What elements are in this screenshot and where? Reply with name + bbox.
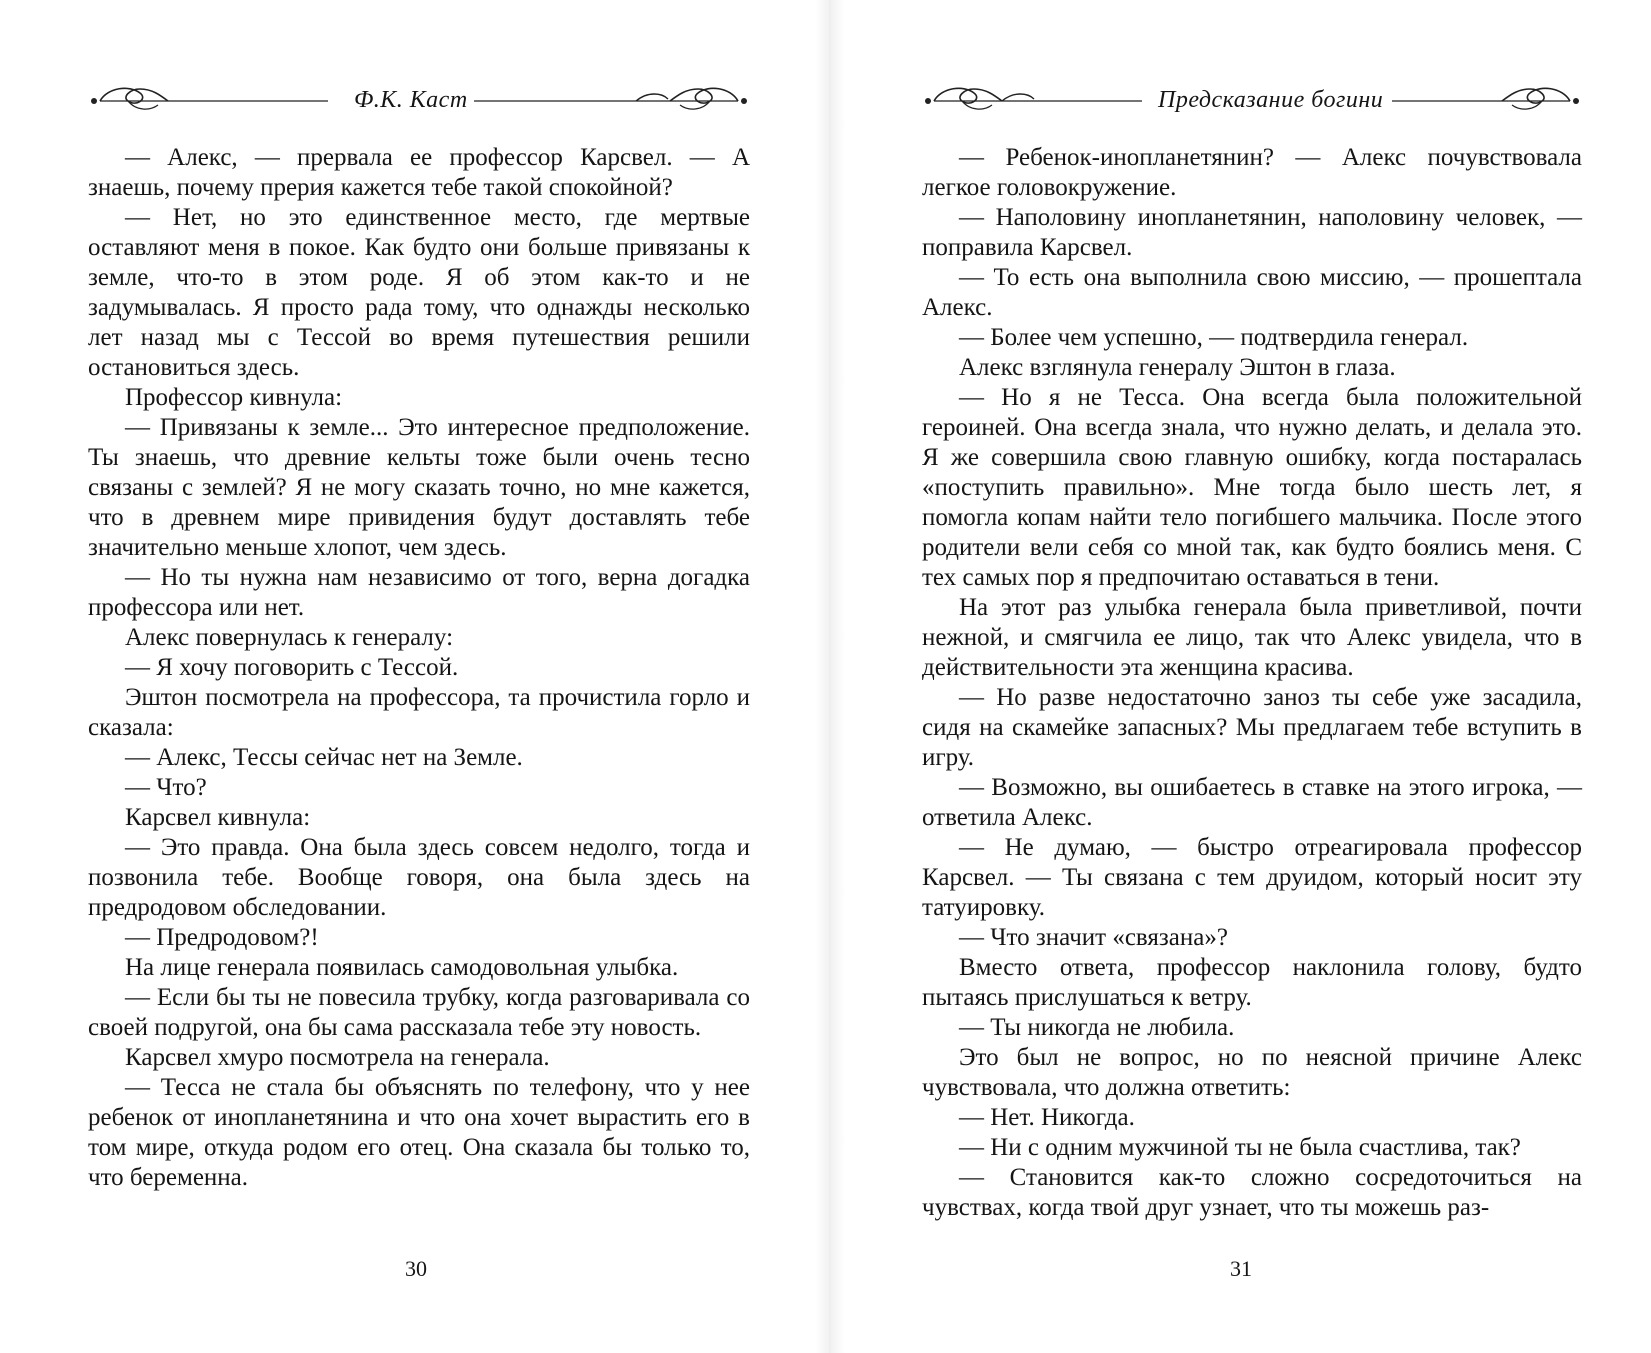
page-number: 31 <box>1230 1256 1252 1281</box>
page-number: 30 <box>405 1256 427 1281</box>
paragraph: — Привязаны к земле... Это интересное предположение. Ты знаешь, что древние кельты тоже были очень тесно связаны с землей? Я не могу сказать точно, но мне кажется, что в древнем мире привидения будут доставлять тебе значительно меньше хлопот, чем здесь. <box>88 414 750 561</box>
paragraph: — Наполовину инопланетянин, наполовину человек, — поправила Карсвел. <box>922 204 1582 261</box>
paragraph: — Нет. Никогда. <box>959 1104 1135 1131</box>
paragraph: Профессор кивнула: <box>125 384 343 411</box>
paragraph: — Ребенок-инопланетянин? — Алекс почувствовала легкое головокружение. <box>922 144 1582 201</box>
paragraph: — Ни с одним мужчиной ты не была счастлива, так? <box>959 1134 1521 1161</box>
paragraph: Алекс взглянула генералу Эштон в глаза. <box>959 354 1396 381</box>
paragraph: Карсвел кивнула: <box>125 804 311 831</box>
paragraph: — Но ты нужна нам независимо от того, верна догадка профессора или нет. <box>88 564 750 621</box>
paragraph: Вместо ответа, профессор наклонила голову, будто пытаясь прислушаться к ветру. <box>922 954 1582 1011</box>
paragraph: — То есть она выполнила свою миссию, — прошептала Алекс. <box>922 264 1582 321</box>
paragraph: На этот раз улыбка генерала была приветливой, почти нежной, и смягчила ее лицо, так что Алекс увидела, что в действительности эта женщина красива. <box>922 594 1582 681</box>
left-page <box>0 0 820 1353</box>
paragraph: — Если бы ты не повесила трубку, когда разговаривала со своей подругой, она бы сама рассказала тебе эту новость. <box>88 984 750 1041</box>
page-body-text <box>922 143 1582 1223</box>
paragraph: — Возможно, вы ошибаетесь в ставке на этого игрока, — ответила Алекс. <box>922 774 1582 831</box>
paragraph: — Нет, но это единственное место, где мертвые оставляют меня в покое. Как будто они больше привязаны к земле, что-то в этом роде. Я об этом как-то и не задумывалась. Я просто рада тому, что однажды несколько лет назад мы с Тессой во время путешествия решили остановиться здесь. <box>88 204 750 381</box>
running-title: Предсказание богини <box>1152 87 1389 114</box>
paragraph: — Ты никогда не любила. <box>959 1014 1235 1041</box>
paragraph: — Но я не Тесса. Она всегда была положительной героиней. Она всегда знала, что нужно делать, и делала это. Я же совершила свою главную ошибку, когда постаралась «поступить правильно». Мне тогда было шесть лет, я помогла копам найти тело погибшего мальчика. После этого родители вели себя со мной так, как будто боялись меня. С тех самых пор я предпочитаю оставаться в тени. <box>922 384 1582 591</box>
paragraph: — Становится как-то сложно сосредоточиться на чувствах, когда твой друг узнает, что ты можешь раз- <box>922 1164 1582 1221</box>
right-page-header <box>922 85 1582 125</box>
page-body-text <box>88 143 750 1193</box>
right-page <box>830 0 1651 1353</box>
running-title: Ф.К. Каст <box>348 87 474 114</box>
paragraph: На лице генерала появилась самодовольная улыбка. <box>125 954 679 981</box>
paragraph: Карсвел хмуро посмотрела на генерала. <box>125 1044 550 1071</box>
paragraph: — Что значит «связана»? <box>959 924 1228 951</box>
paragraph: Это был не вопрос, но по неясной причине Алекс чувствовала, что должна ответить: <box>922 1044 1582 1101</box>
paragraph: — Это правда. Она была здесь совсем недолго, тогда и позвонила тебе. Вообще говоря, она была здесь на предродовом обследовании. <box>88 834 750 921</box>
paragraph: — Но разве недостаточно заноз ты себе уже засадила, сидя на скамейке запасных? Мы предлагаем тебе вступить в игру. <box>922 684 1582 771</box>
paragraph: Эштон посмотрела на профессора, та прочистила горло и сказала: <box>88 684 750 741</box>
paragraph: Алекс повернулась к генералу: <box>125 624 454 651</box>
paragraph: — Не думаю, — быстро отреагировала профессор Карсвел. — Ты связана с тем друидом, который носит эту татуировку. <box>922 834 1582 921</box>
paragraph: — Что? <box>125 774 207 801</box>
paragraph: — Более чем успешно, — подтвердила генерал. <box>959 324 1469 351</box>
paragraph: — Алекс, Тессы сейчас нет на Земле. <box>125 744 523 771</box>
paragraph: — Тесса не стала бы объяснять по телефону, что у нее ребенок от инопланетянина и что она хочет вырастить его в том мире, откуда родом его отец. Она сказала бы только то, что беременна. <box>88 1074 750 1191</box>
paragraph: — Предродовом?! <box>125 924 319 951</box>
left-page-header <box>88 85 750 125</box>
paragraph: — Я хочу поговорить с Тессой. <box>125 654 459 681</box>
paragraph: — Алекс, — прервала ее профессор Карсвел. — А знаешь, почему прерия кажется тебе такой спокойной? <box>88 144 750 201</box>
